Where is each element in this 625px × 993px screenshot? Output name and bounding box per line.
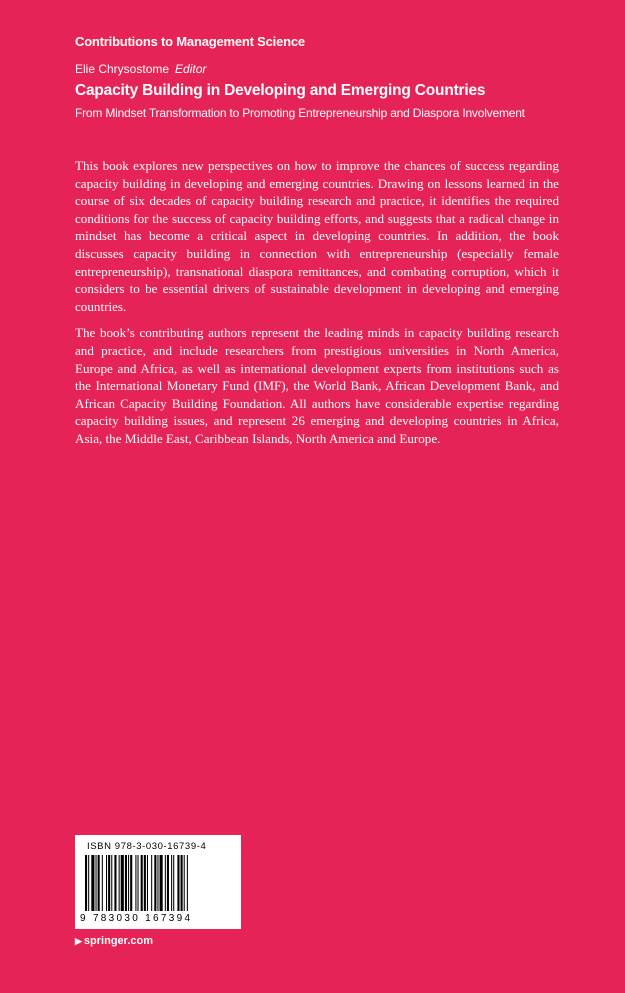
barcode-bar: [114, 855, 116, 911]
barcode-bar: [171, 855, 172, 911]
triangle-right-icon: ▶: [75, 936, 82, 946]
barcode-box: [75, 835, 241, 929]
barcode-bar: [128, 855, 129, 911]
barcode-bar: [151, 855, 152, 911]
barcode-bar: [141, 855, 143, 911]
barcode-bar: [135, 855, 136, 911]
blurb: [75, 157, 559, 457]
book-title: Capacity Building in Developing and Emerging Countries: [75, 82, 486, 99]
barcode-bar: [138, 855, 139, 911]
barcode-bar: [147, 855, 148, 911]
barcode-bar: [98, 855, 100, 911]
barcode-digits: 9 783030 167394: [80, 913, 193, 924]
barcode-bar: [157, 855, 158, 911]
barcode-bar: [184, 855, 185, 911]
barcode-bar: [108, 855, 110, 911]
book-subtitle: From Mindset Transformation to Promoting Entrepreneurship and Diaspora Involvement: [75, 106, 525, 120]
barcode-bar: [165, 855, 166, 911]
blurb-paragraph: This book explores new perspectives on how to improve the chances of success regarding capacity building in developing and emerging countries. Drawing on lessons learned in the course of six decades of capacity building research and practice, it identifies the required conditions for the success of capacity building efforts, and suggests that a radical change in mindset has become a critical aspect in developing countries. In addition, the book discusses capacity building in connection with entrepreneurship (especially female entrepreneurship), transnational diaspora remittances, and combating corruption, which it considers to be essential drivers of sustainable development in developing and emerging countries.: [75, 158, 559, 314]
barcode-bar: [121, 855, 124, 911]
editor-name: Elie Chrysostome: [75, 62, 170, 76]
barcode-bar: [119, 855, 120, 911]
barcode-bar: [130, 855, 132, 911]
barcode-bar: [181, 855, 183, 911]
series-name: Contributions to Management Science: [75, 34, 305, 49]
barcode-bar: [144, 855, 146, 911]
editor-line: [75, 62, 206, 76]
barcode-bar: [167, 855, 169, 911]
barcode-bar: [173, 855, 174, 911]
barcode-bar: [125, 855, 127, 911]
barcode-bar: [111, 855, 112, 911]
publisher-link[interactable]: [75, 935, 153, 947]
publisher-url: springer.com: [83, 935, 153, 947]
barcode-bar: [91, 855, 94, 911]
barcode-bar: [154, 855, 156, 911]
barcode-bar: [88, 855, 89, 911]
blurb-paragraph: The book’s contributing authors represent the leading minds in capacity building research and practice, and include researchers from prestigious universities in North America, Europe and Africa, as well as international development experts from institutions such as the International Monetary Fund (IMF), the World Bank, African Development Bank, and African Capacity Building Foundation. All authors have considerable expertise regarding capacity building issues, and represent 26 emerging and developing countries in Africa, Asia, the Middle East, Caribbean Islands, North America and Europe.: [75, 325, 559, 446]
barcode-bar: [102, 855, 103, 911]
isbn-label: ISBN 978-3-030-16739-4: [87, 841, 207, 852]
barcode-bar: [106, 855, 107, 911]
barcode-bar: [187, 855, 188, 911]
barcode-bar: [96, 855, 97, 911]
editor-role: Editor: [175, 62, 207, 76]
barcode-bars: [83, 855, 233, 915]
barcode-bar: [177, 855, 179, 911]
barcode-bar: [85, 855, 87, 911]
barcode-bar: [160, 855, 163, 911]
